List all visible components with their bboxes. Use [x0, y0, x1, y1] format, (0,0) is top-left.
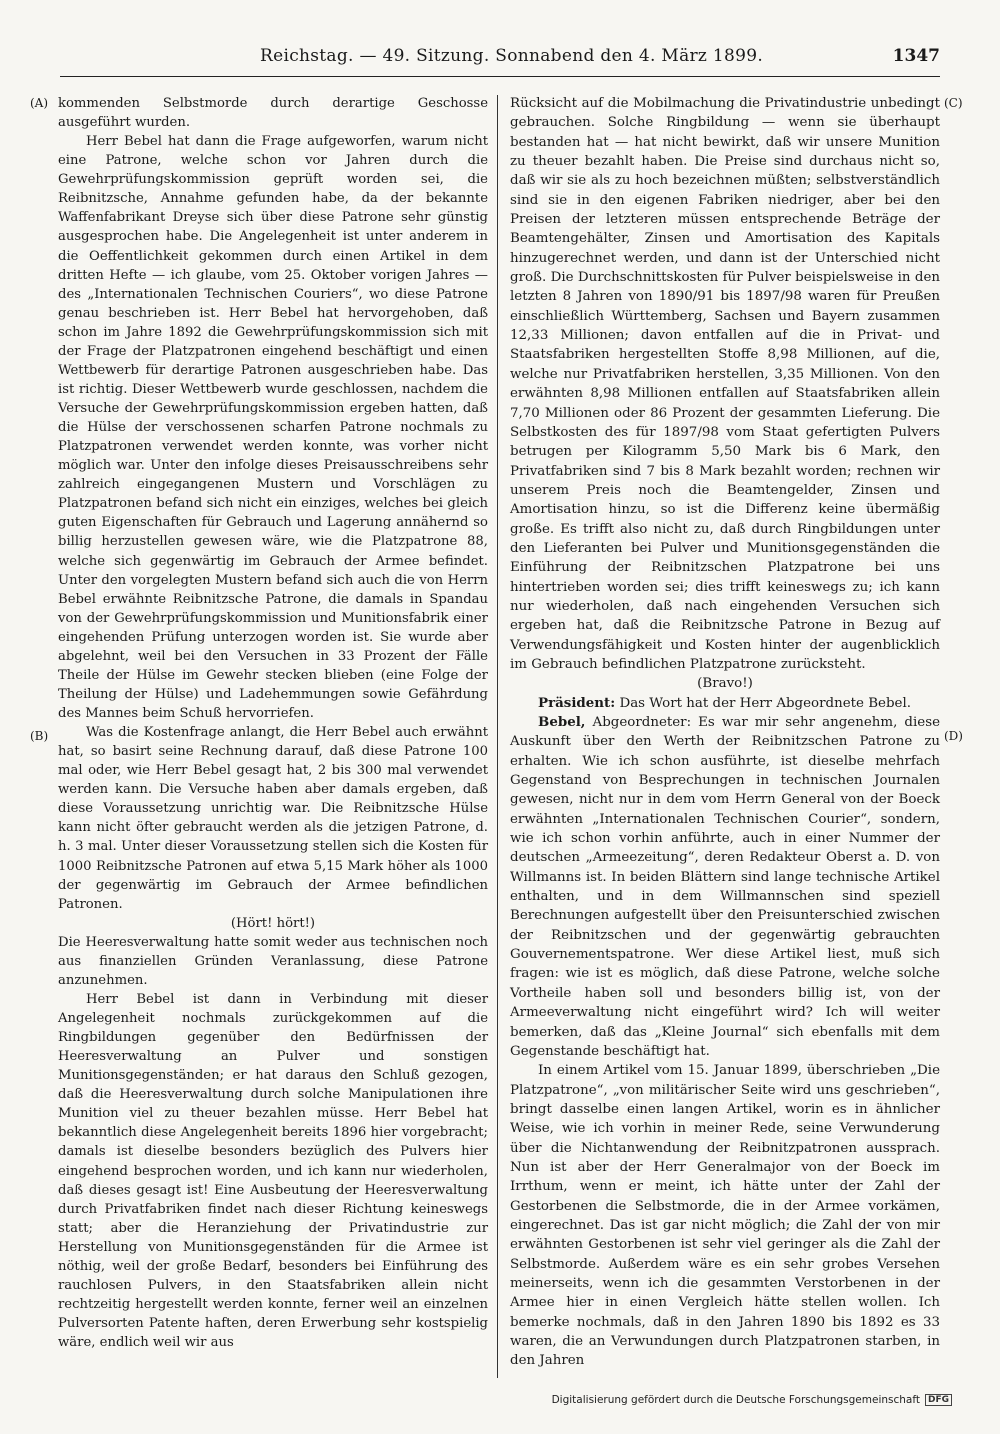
left-column [58, 94, 488, 1352]
right-column [510, 94, 940, 1371]
paragraph: Rücksicht auf die Mobilmachung die Privatindustrie unbedingt gebrauchen. Solche Ringbildung — wenn sie überhaupt bestanden hat — hat nicht bewirkt, daß wir unsere Munition zu theuer bezahlt haben. Die Preise sind durchaus nicht so, daß wir sie als zu hoch bezeichnen müßten; selbstverständlich sind sie in den eigenen Fabriken niedriger, aber bei den Preisen der letzteren müssen entsprechende Beträge der Beamtengehälter, Zinsen und Amortisation des Kapitals hinzugerechnet werden, und dann ist der Unterschied nicht groß. Die Durchschnittskosten für Pulver beispielsweise in den letzten 8 Jahren von 1890/91 bis 1897/98 waren für Preußen einschließlich Württemberg, Sachsen und Bayern zusammen 12,33 Millionen; davon entfallen auf die in Privat- und Staatsfabriken hergestellten Stoffe 8,98 Millionen, auf die, welche nur Privatfabriken herstellen, 3,35 Millionen. Von den erwähnten 8,98 Millionen entfallen auf Staatsfabriken allein 7,70 Millionen oder 86 Prozent der gesammten Lieferung. Die Selbstkosten des für 1897/98 vom Staat gefertigten Pulvers betrugen per Kilogramm 5,50 Mark bis 6 Mark, den Privatfabriken sind 7 bis 8 Mark bezahlt worden; rechnen wir unserem Preis noch die Beamtengelder, Zinsen und Amortisation hinzu, so ist die Differenz keine übermäßig große. Es trifft also nicht zu, daß durch Ringbildungen unter den Lieferanten bei Pulver und Munitionsgegenständen die Einführung der Reibnitzschen Platzpatrone bei uns hintertrieben worden sei; dies trifft keineswegs zu; ich kann nur wiederholen, daß nach eingehenden Versuchen sich ergeben hat, daß die Reibnitzsche Patrone in Bezug auf Verwendungsfähigkeit und Kosten hinter der augenblicklich im Gebrauch befindlichen Platzpatrone zurücksteht. [510, 96, 940, 672]
speaker-text: Abgeordneter: Es war mir sehr angenehm, diese Auskunft über den Werth der Reibnitzschen Patrone zu erhalten. Wie ich schon ausführte, ist dieselbe mehrfach Gegenstand von Besprechungen in technischen Journalen gewesen, nicht nur in dem vom Herrn General von der Boeck erwähnten „Internationalen Technischen Courier“, sondern, wie ich schon vorhin anführte, auch in einer Nummer der deutschen „Armeezeitung“, deren Redakteur Oberst a. D. von Willmanns ist. In beiden Blättern sind lange technische Artikel enthalten, und in dem Willmannschen sind speziell Berechnungen aufgestellt über den Preisunterschied zwischen der Reibnitzschen und der gegenwärtig gebrauchten Gouvernementspatrone. Wer diese Artikel liest, muß sich fragen: wie ist es möglich, daß diese Patrone, welche solche Vortheile haben soll und besonders billig ist, von der Armeeverwaltung nicht eingeführt wird? Ich will weiter bemerken, daß das „Kleine Journal“ sich ebenfalls mit dem Gegenstande beschäftigt hat. [510, 715, 940, 1059]
paragraph: Die Heeresverwaltung hatte somit weder aus technischen noch aus finanziellen Gründen Veranlassung, diese Patrone anzunehmen. [58, 934, 488, 988]
column-divider [497, 95, 498, 1378]
interjection: (Hört! hört!) [230, 915, 316, 931]
speaker-paragraph [510, 713, 940, 1061]
paragraph: Was die Kostenfrage anlangt, die Herr Bebel auch erwähnt hat, so basirt seine Rechnung darauf, daß diese Patrone 100 mal oder, wie Herr Bebel gesagt hat, 2 bis 300 mal verwendet werden kann. Die Versuche haben aber damals ergeben, daß diese Voraussetzung unrichtig war. Die Reibnitzsche Hülse kann nicht öfter gebraucht werden als die jetzigen Patrone, d. h. 3 mal. Unter dieser Voraussetzung stellen sich die Kosten für 1000 Reibnitzsche Patronen auf etwa 5,15 Mark höher als 1000 der gegenwärtig im Gebrauch der Armee befindlichen Patronen. [58, 725, 488, 912]
footer-text: Digitalisierung gefördert durch die Deutsche Forschungsgemeinschaft [551, 1394, 920, 1406]
paragraph: Herr Bebel ist dann in Verbindung mit dieser Angelegenheit nochmals zurückgekommen auf die Ringbildungen gegenüber den Bedürfnissen der Heeresverwaltung an Pulver und sonstigen Munitionsgegenständen; er hat daraus den Schluß gezogen, daß die Heeresverwaltung durch solche Manipulationen ihre Munition viel zu theuer bezahlen müsse. Herr Bebel hat bekanntlich diese Angelegenheit bereits 1896 hier vorgebracht; damals ist dieselbe besonders bezüglich des Pulvers hier eingehend besprochen worden, und ich kann nur wiederholen, daß dieses gesagt ist! Eine Ausbeutung der Heeresverwaltung durch Privatfabriken findet nach dieser Richtung keineswegs statt; aber die Heranziehung der Privatindustrie zur Herstellung von Munitionsgegenständen für die Armee ist nöthig, weil der große Bedarf, besonders bei Einführung des rauchlosen Pulvers, in den Staatsfabriken allein nicht rechtzeitig hergestellt werden konnte, ferner weil an einzelnen Pulversorten Patente haften, deren Erwerbung sehr kostspielig wäre, endlich weil wir aus [58, 991, 488, 1351]
running-title: Reichstag. — 49. Sitzung. Sonnabend den 4. März 1899. [260, 46, 764, 66]
paragraph: kommenden Selbstmorde durch derartige Geschosse ausgeführt wurden. [58, 96, 488, 131]
margin-mark-c: (C) [944, 96, 963, 110]
page-number: 1347 [892, 46, 940, 66]
speaker-label: Präsident: [538, 694, 616, 711]
digitization-footer [552, 1394, 952, 1406]
speaker-text: Das Wort hat der Herr Abgeordnete Bebel. [619, 695, 911, 711]
speaker-label: Bebel, [538, 714, 586, 730]
dfg-logo-icon: DFG [925, 1394, 952, 1406]
paragraph: In einem Artikel vom 15. Januar 1899, überschrieben „Die Platzpatrone“, „von militärischer Seite wird uns geschrieben“, bringt dasselbe einen langen Artikel, worin es in ähnlicher Weise, wie ich vorhin in meiner Rede, seine Verwunderung über die Nichtanwendung der Reibnitzpatronen aussprach. Nun ist aber der Herr Generalmajor von der Boeck im Irrthum, wenn er meint, ich hätte unter der Zahl der Gestorbenen die Selbstmorde, die in der Armee vorkämen, eingerechnet. Das ist gar nicht möglich; die Zahl der von mir erwähnten Gestorbenen ist sehr viel geringer als die Zahl der Selbstmorde. Außerdem wäre es ein sehr grobes Versehen meinerseits, wenn ich die gesammten Verstorbenen in der Armee hier in einen Vergleich hätte stellen wollen. Ich bemerke nochmals, daß in den Jahren 1890 bis 1892 es 33 waren, die an Verwundungen durch Platzpatronen starben, in den Jahren [510, 1063, 940, 1369]
interjection: (Bravo!) [697, 676, 753, 692]
margin-mark-a: (A) [30, 96, 49, 110]
margin-mark-d: (D) [944, 729, 963, 743]
margin-mark-b: (B) [30, 729, 49, 743]
speaker-paragraph [510, 694, 940, 713]
header-rule [60, 76, 940, 77]
page-header [60, 44, 940, 72]
paragraph: Herr Bebel hat dann die Frage aufgeworfen, warum nicht eine Patrone, welche schon vor Jahren durch die Gewehrprüfungskommission geprüft worden sei, die Reibnitzsche, Annahme gefunden habe, da der bekannte Waffenfabrikant Dreyse sich über diese Patrone sehr günstig ausgesprochen habe. Die Angelegenheit ist unter anderem in die Oeffentlichkeit gekommen durch einen Artikel in dem dritten Hefte — ich glaube, vom 25. Oktober vorigen Jahres — des „Internationalen Technischen Couriers“, wo diese Patrone genau beschrieben ist. Herr Bebel hat hervorgehoben, daß schon im Jahre 1892 die Gewehrprüfungskommission sich mit der Frage der Platzpatronen eingehend beschäftigt und einen Wettbewerb für derartige Patronen ausgeschrieben habe. Das ist richtig. Dieser Wettbewerb wurde geschlossen, nachdem die Versuche der Gewehrprüfungskommission ergeben hatten, daß die Hülse der verschossenen scharfen Patrone nochmals zu Platzpatronen verwendet werden konnte, was vorher nicht möglich war. Unter den infolge dieses Preisausschreibens sehr zahlreich eingegangenen Mustern und Vorschlägen zu Platzpatronen befand sich nicht ein einziges, welches bei gleich guten Eigenschaften für Gebrauch und Lagerung annähernd so billig herzustellen gewesen wäre, wie die Platzpatrone 88, welche sich gegenwärtig im Gebrauch der Armee befindet. Unter den vorgelegten Mustern befand sich auch die von Herrn Bebel erwähnte Reibnitzsche Patrone, die damals in Spandau von der Gewehrprüfungskommission und Munitionsfabrik einer eingehenden Prüfung unterzogen worden ist. Sie wurde aber abgelehnt, weil bei den Versuchen in 33 Prozent der Fälle Theile der Hülse im Gewehr stecken blieben (eine Folge der Theilung der Hülse) und Ladehemmungen sowie Gefährdung des Mannes beim Schuß hervorriefen. [58, 134, 488, 721]
